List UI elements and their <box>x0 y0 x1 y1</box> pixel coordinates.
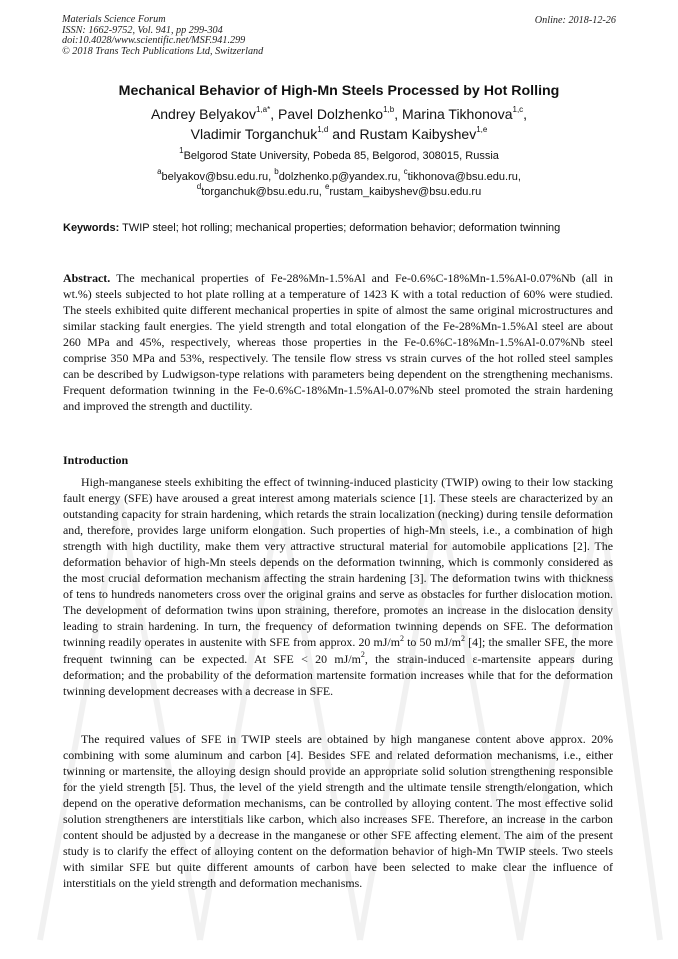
author-sup: 1,b <box>383 105 395 115</box>
online-date: Online: 2018-12-26 <box>534 15 616 26</box>
author-sup: 1,a* <box>256 105 271 115</box>
abstract <box>63 270 613 414</box>
author-sup: 1,c <box>512 105 524 115</box>
email: tikhonova@bsu.edu.ru, <box>407 171 521 183</box>
email-sup: b <box>274 167 279 177</box>
abstract-label: Abstract. <box>63 271 111 285</box>
affiliation-text: Belgorod State University, Pobeda 85, Belgorod, 308015, Russia <box>183 150 499 162</box>
journal-name: Materials Science Forum <box>62 14 166 25</box>
section-heading: Introduction <box>63 453 129 467</box>
doi: doi:10.4028/www.scientific.net/MSF.941.299 <box>62 35 246 47</box>
email: rustam_kaibyshev@bsu.edu.ru <box>329 186 482 198</box>
superscript: 2 <box>360 649 365 659</box>
superscript: 2 <box>460 633 465 643</box>
paragraph-text: , the strain-induced ε-martensite appears during deformation; and the probability of the deformation martensite formation increases while that for the deformation twinning development decreases with a decrease in SFE. <box>63 651 613 698</box>
email-list <box>0 167 678 200</box>
email: torganchuk@bsu.edu.ru, <box>201 186 322 198</box>
keywords-text: TWIP steel; hot rolling; mechanical properties; deformation behavior; deformation twinning <box>122 222 561 234</box>
affiliation-sup: 1 <box>179 146 184 156</box>
author-name: Marina Tikhonova <box>401 106 513 122</box>
email-sup: a <box>157 167 162 177</box>
paragraph-text: [4]; the smaller SFE, the more frequent twinning can be expected. At SFE < 20 mJ/m <box>63 635 613 666</box>
keywords-label: Keywords: <box>63 222 120 234</box>
abstract-text: The mechanical properties of Fe-28%Mn-1.5%Al and Fe-0.6%C-18%Mn-1.5%Al-0.07%Nb (all in wt.%) steels subjected to hot plate rolling at a temperature of 1423 K with a total reduction of 60% were studied. The steels exhibited quite different mechanical properties in spite of almost the same original microstructures and similar stacking fault energies. The yield strength and total elongation of the Fe-28%Mn-1.5%Al steel are about 260 MPa and 45%, respectively, whereas those properties in the Fe-0.6%C-18%Mn-1.5%Al-0.07%Nb steel comprise 350 MPa and 53%, respectively. The tensile flow stress vs strain curves of the hot rolled steel samples can be described by Ludwigson-type relations with parameters being dependent on the strengthening mechanisms. Frequent deformation twinning in the Fe-0.6%C-18%Mn-1.5%Al-0.07%Nb steel promoted the strain hardening and improved the strength and ductility. <box>63 271 613 414</box>
journal-header <box>62 15 263 57</box>
author-name: Andrey Belyakov <box>150 106 256 122</box>
paragraph-text: High-manganese steels exhibiting the effect of twinning-induced plasticity (TWIP) owing to their low stacking fault energy (SFE) have aroused a great interest among materials science [1]. These steels are characterized by an outstanding capacity for strain hardening, which retards the strain localization (necking) during tensile deformation and, therefore, provides large uniform elongation. Such properties of high-Mn steels, i.e., a combination of high strength with high ductility, make them very attractive structural material for automobile applications [2]. The deformation behavior of high-Mn steels depends on the deformation twinning, which is commonly considered as the most crucial deformation mechanism affecting the strain hardening [3]. The deformation twins with thickness of tens to hundreds nanometers cross over the original grains and serve as obstacles for further dislocation motion. The development of deformation twins upon straining, therefore, promotes an increase in the dislocation density leading to strain hardening. In turn, the frequency of deformation twinning depends on SFE. The deformation twinning readily operates in austenite with SFE from approx. 20 mJ/m <box>63 475 613 650</box>
email: belyakov@bsu.edu.ru, <box>161 171 272 183</box>
copyright: © 2018 Trans Tech Publications Ltd, Switzerland <box>62 45 264 57</box>
author-sup: 1,e <box>476 124 488 134</box>
intro-paragraph-2 <box>63 731 613 891</box>
paper-title: Mechanical Behavior of High-Mn Steels Processed by Hot Rolling <box>118 83 560 99</box>
paragraph-text: to 50 mJ/m <box>403 635 461 650</box>
author-name: Vladimir Torganchuk <box>190 125 318 142</box>
author-name: Pavel Dolzhenko <box>278 106 384 122</box>
email-sup: e <box>324 182 330 192</box>
keywords <box>63 221 613 235</box>
superscript: 2 <box>399 633 404 643</box>
author-conjunction: and <box>332 125 356 142</box>
email-sup: d <box>196 182 202 192</box>
author-sup: 1,d <box>317 124 329 134</box>
paragraph-text: The required values of SFE in TWIP steels are obtained by high manganese content above approx. 20% combining with some aluminum and carbon [4]. Besides SFE and related deformation mechanisms, i.e., either twinning or martensite, the alloying design should provide an appropriate solid solution strengthening responsible for the yield strength [5]. Thus, the level of the yield strength and the ultimate tensile strength/elongation, which depend on the operative deformation mechanisms, can be controlled by alloying content. The most effective solid solution strengtheners are interstitials like carbon, which also increases SFE. Therefore, an increase in the carbon content should be adjusted by a decrease in the manganese or other SFE affecting element. The aim of the present study is to clarify the effect of alloying content on the deformation behavior of high-Mn TWIP steels. Two steels with similar SFE but quite different amounts of carbon have been selected to make clear the influence of interstitials on the yield strength and deformation mechanisms. <box>63 732 613 891</box>
affiliation <box>0 146 678 162</box>
email: dolzhenko.p@yandex.ru, <box>278 171 401 183</box>
intro-paragraph-1 <box>63 474 613 699</box>
author-name: Rustam Kaibyshev <box>359 125 477 142</box>
email-sup: c <box>403 167 408 177</box>
author-list: Andrey Belyakov$^{1,a*}$, Pavel Dolzhenko$^{1,b}$, Marina Tikhonova$^{1,c}$, Vladimir Torganchuk$^{1,d}$ and Rustam Kaibyshev$^{1,e}$ <box>150 105 528 142</box>
issn: ISSN: 1662-9752, Vol. 941, pp 299-304 <box>62 24 223 36</box>
